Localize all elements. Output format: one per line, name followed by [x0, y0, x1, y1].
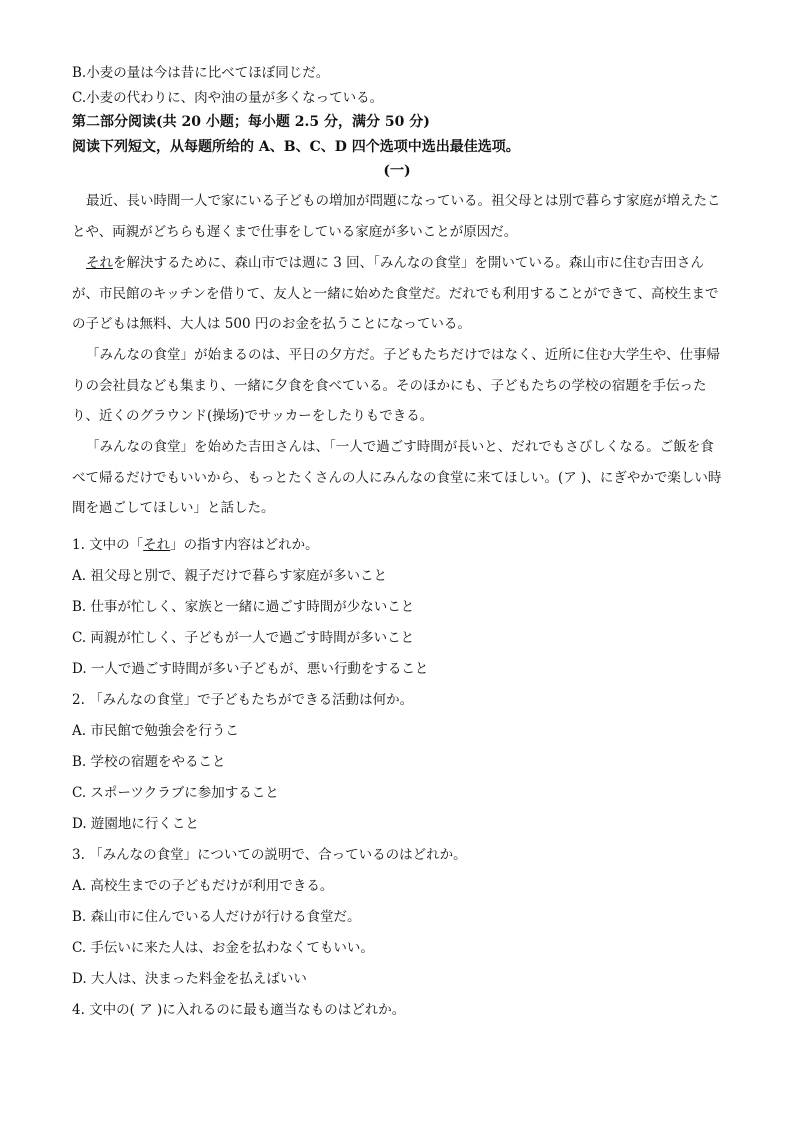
option-b-prev: B.小麦の量は今は昔に比べてほぼ同じだ。 [72, 65, 330, 81]
question-3-option-c: C. 手伝いに来た人は、お金を払わなくてもいい。 [72, 940, 374, 956]
question-3-option-a: A. 高校生までの子どもだけが利用できる。 [72, 878, 334, 894]
question-1-option-b: B. 仕事が忙しく、家族と一緒に過ごす時間が少ないこと [72, 599, 415, 615]
passage-paragraph-2-text: を解決するために、森山市では週に 3 回、「みんなの食堂」を開いている。森山市に住む吉田さんが、市民館のキッチンを借りて、友人と一緒に始めた食堂だ。だれでも利用することができて、高校生までの子どもは無料、大人は 500 円のお金を払うことになっている。 [72, 255, 719, 332]
section-title: 第二部分阅读(共 20 小题；每小题 2.5 分，满分 50 分) [72, 114, 430, 130]
question-1-option-a: A. 祖父母と別で、親子だけで暮らす家庭が多いこと [72, 568, 388, 584]
question-1-option-c: C. 両親が忙しく、子どもが一人で過ごす時間が多いこと [72, 630, 415, 646]
question-3-option-b: B. 森山市に住んでいる人だけが行ける食堂だ。 [72, 909, 361, 925]
question-2-option-c: C. スポーツクラブに参加すること [72, 785, 279, 801]
question-2-stem: 2. 「みんなの食堂」で子どもたちができる活動は何か。 [72, 692, 414, 708]
underlined-sore-q: それ [143, 537, 171, 553]
passage-paragraph-2 [72, 248, 722, 340]
question-2-option-d: D. 遊園地に行くこと [72, 816, 199, 832]
passage-paragraph-1: 最近、長い時間一人で家にいる子どもの増加が問題になっている。祖父母とは別で暮らす家庭が増えたことや、両親がどちらも遅くまで仕事をしている家庭が多いことが原因だ。 [72, 193, 721, 240]
question-1-stem: 1. 文中の「それ」の指す内容はどれか。 [72, 537, 319, 553]
question-2-option-a: A. 市民館で勉強会を行うこ [72, 723, 239, 739]
question-1-option-d: D. 一人で過ごす時間が多い子どもが、悪い行動をすること [72, 661, 429, 677]
question-2-option-b: B. 学校の宿題をやること [72, 754, 226, 770]
question-3-option-d: D. 大人は、決まった料金を払えばいい [72, 971, 307, 987]
passage-paragraph-4: 「みんなの食堂」を始めた吉田さんは、「一人で過ごす時間が長いと、だれでもさびしくなる。ご飯を食べて帰るだけでもいいから、もっとたくさんの人にみんなの食堂に来てほしい。(ア )、にぎやかで楽しい時間を過ごしてほしい」と話した。 [72, 439, 722, 516]
option-c-prev: C.小麦の代わりに、肉や油の量が多くなっている。 [72, 90, 384, 106]
passage-paragraph-3: 「みんなの食堂」が始まるのは、平日の夕方だ。子どもたちだけではなく、近所に住む大学生や、仕事帰りの会社員なども集まり、一緒に夕食を食べている。そのほかにも、子どもたちの学校の宿題を手伝ったり、近くのグラウンド(操场)でサッカーをしたりもできる。 [72, 347, 720, 424]
instruction: 阅读下列短文，从每题所给的 A、B、C、D 四个选项中选出最佳选项。 [72, 139, 520, 155]
underlined-sore: それ [86, 255, 113, 271]
question-4-stem: 4. 文中の( ア )に入れるのに最も適当なものはどれか。 [72, 1002, 406, 1018]
part-label: (一) [383, 163, 411, 179]
question-3-stem: 3. 「みんなの食堂」についての説明で、合っているのはどれか。 [72, 847, 467, 863]
